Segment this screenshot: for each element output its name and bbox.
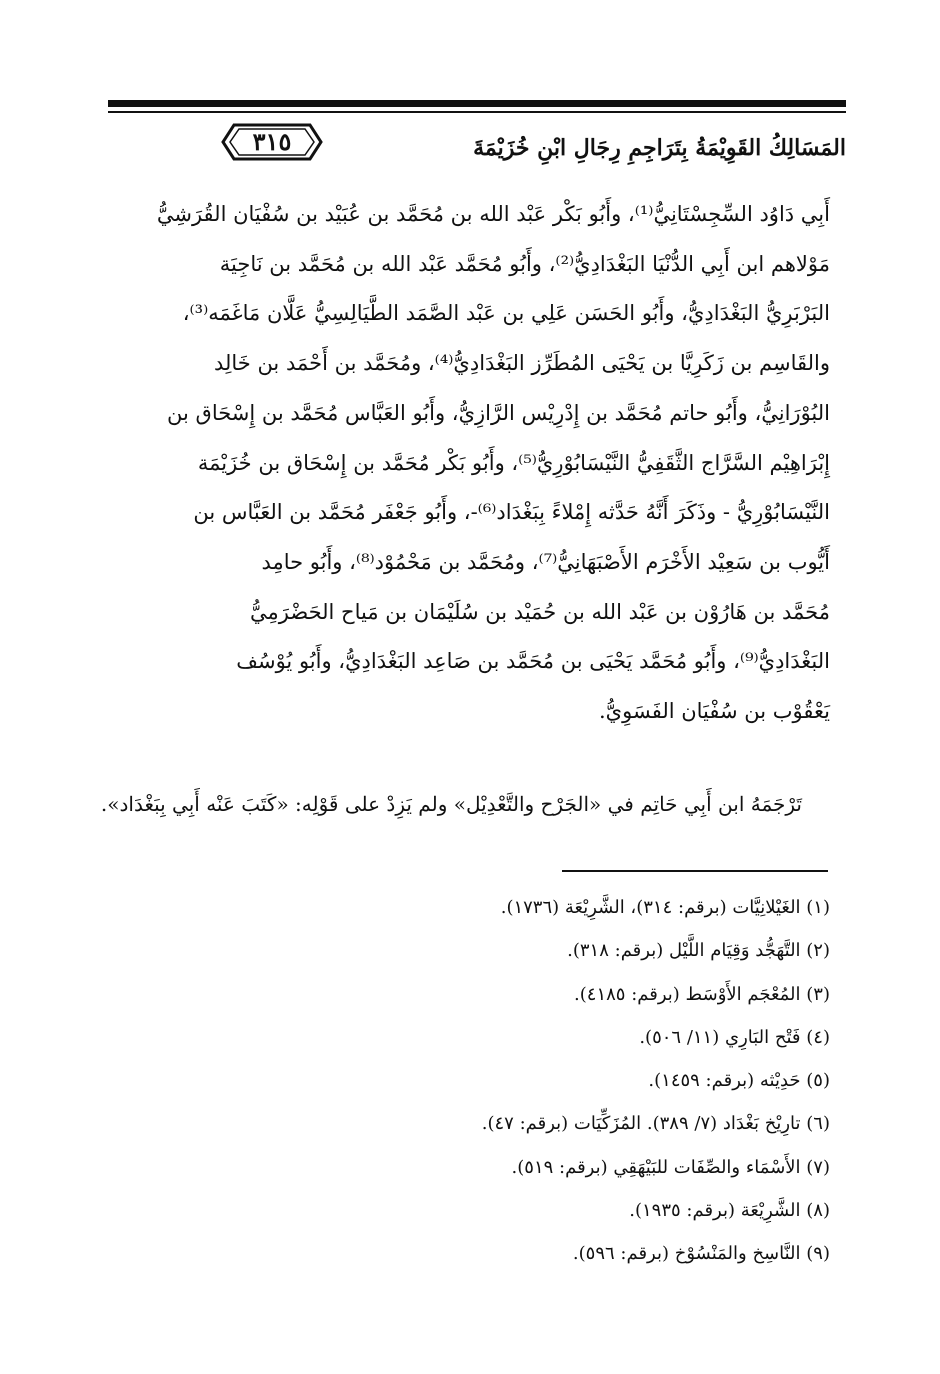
text-line: أَبِي دَاوُد السِّجِسْتَانِيُّ⁽¹⁾، وأَبُو بَكْر عَبْد الله بن مُحَمَّد بن عُبَيْد بن سُفْيَان القُرَشِيُّ — [156, 202, 830, 226]
footnote: (٧) الأَسْمَاء والصِّفَات للبَيْهَقِي (برقم: ٥١٩). — [511, 1156, 830, 1178]
text-line: البَغْدَادِيُّ⁽⁹⁾، وأَبُو مُحَمَّد يَحْيَى بن مُحَمَّد بن صَاعِد البَغْدَادِيُّ، وأَبُو يُوْسُف — [236, 649, 830, 674]
text-line: أَيُّوب بن سَعِيْد الأَخْرَم الأَصْبَهَانِيُّ⁽⁷⁾، ومُحَمَّد بن مَحْمُوْد⁽⁸⁾، وأَبُو حامِد — [261, 549, 830, 574]
footnote-separator — [562, 870, 828, 872]
page-header — [108, 100, 846, 172]
footnote: (٥) حَدِيْثه (برقم: ١٤٥٩). — [648, 1070, 830, 1092]
text-line: البُوْرَانِيُّ، وأَبُو حاتم مُحَمَّد بن إِدْرِيْس الرَّازِيُّ، وأَبُو العَبَّاس مُحَمَّد بن إِسْحَاق بن — [167, 400, 830, 425]
header-rule-thin — [108, 111, 846, 113]
translation-note — [100, 784, 830, 824]
text-line: النَّيْسَابُوْرِيُّ - وذَكَرَ أَنَّهُ حَدَّثه إِمْلاءً بِبَغْدَاد⁽⁶⁾-، وأَبُو جَعْفَر مُحَمَّد بن العَبَّاس بن — [193, 500, 830, 525]
footnotes-list — [116, 886, 830, 1276]
text-line: البَرْبَرِيُّ البَغْدَادِيُّ، وأَبُو الحَسَن عَلِي بن عَبْد الصَّمَد الطَّيَالِسِيُّ عَلَّان مَاغَمَه⁽³⁾، — [182, 301, 830, 326]
footnote: (١) الغَيْلانِيَّات (برقم: ٣١٤)، الشَّرِيْعَة (١٧٣٦). — [500, 897, 830, 918]
page-number-badge — [220, 122, 324, 162]
footnote: (٢) التَّهَجُّد وَقِيَام اللَّيْل (برقم: ٣١٨). — [567, 940, 830, 962]
text-line: يَعْقُوْب بن سُفْيَان الفَسَوِيُّ. — [599, 699, 830, 724]
header-rule-thick — [108, 100, 846, 107]
footnote: (٤) فَتْح البَارِي (١١/ ٥٠٦). — [639, 1026, 830, 1048]
footnote: (٦) تارِيْخ بَغْدَاد (٧/ ٣٨٩). المُزَكِّيَات (برقم: ٤٧). — [481, 1113, 830, 1135]
main-text — [116, 190, 830, 737]
translation-note-text: تَرْجَمَهُ ابن أَبِي حَاتِم في «الجَرْح والتَّعْدِيْل» ولم يَزِدْ على قَوْلِه: «كَتَبَ عَنْه أَبِي بِبَغْدَاد». — [100, 792, 802, 816]
text-line: إِبْرَاهِيْم السَّرَّاج الثَّقَفِيُّ النَّيْسَابُوْرِيُّ⁽⁵⁾، وأَبُو بَكْر مُحَمَّد بن إِسْحَاق بن خُزَيْمَة — [197, 450, 830, 475]
footnote: (٣) المُعْجَم الأَوْسَط (برقم: ٤١٨٥). — [574, 983, 830, 1005]
running-title: المَسَالِكُ القَوِيْمَةُ بِتَرَاجِمِ رِجَالِ ابْنِ خُزَيْمَةَ — [473, 135, 846, 161]
text-line: والقَاسِم بن زَكَرِيَّا بن يَحْيَى المُطَرِّز البَغْدَادِيُّ⁽⁴⁾، ومُحَمَّد بن أَحْمَد بن خَالِد — [213, 351, 830, 376]
footnote: (٩) النَّاسِخ والمَنْسُوْخ (برقم: ٥٩٦). — [572, 1243, 830, 1265]
footnote: (٨) الشَّرِيْعَة (برقم: ١٩٣٥). — [629, 1200, 830, 1222]
page-number: ٣١٥ — [252, 127, 292, 156]
text-line: مُحَمَّد بن هَارُوْن بن عَبْد الله بن حُمَيْد بن سُلَيْمَان بن مَياح الحَضْرَمِيُّ — [250, 599, 830, 624]
text-line: مَوْلاهم ابن أَبِي الدُّنْيَا البَغْدَادِيُّ⁽²⁾، وأَبُو مُحَمَّد عَبْد الله بن مُحَمَّد بن نَاجِيَة — [219, 251, 830, 276]
